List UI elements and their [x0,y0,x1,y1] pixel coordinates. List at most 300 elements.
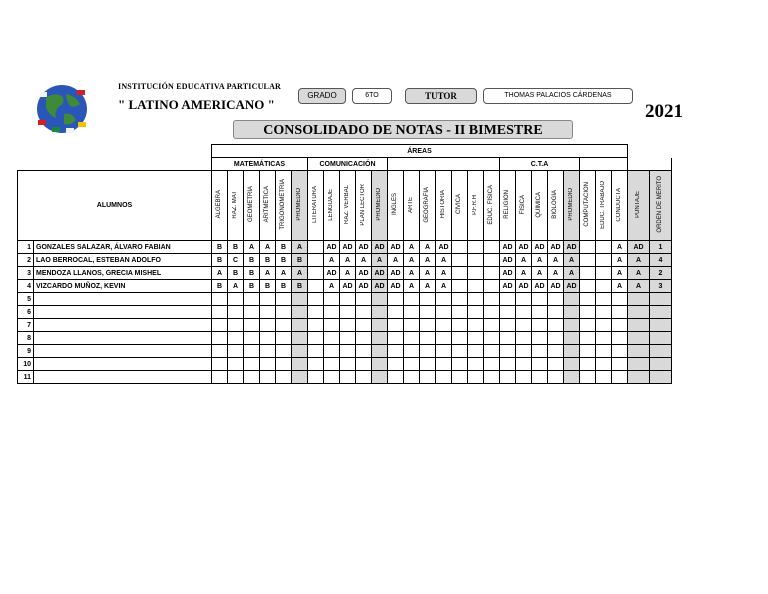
grade-cell [340,345,356,358]
grade-cell [612,319,628,332]
grade-cell [468,358,484,371]
grade-cell: B [212,241,228,254]
grade-cell [468,345,484,358]
grade-cell [340,306,356,319]
grade-cell [228,332,244,345]
subject-header [500,171,516,241]
grade-cell: 1 [650,241,672,254]
grade-cell [340,371,356,384]
grade-cell: AD [516,241,532,254]
row-number: 4 [18,280,34,293]
grade-cell [276,293,292,306]
grade-cell [388,293,404,306]
grade-cell: B [228,241,244,254]
grade-cell [324,358,340,371]
grade-cell [388,306,404,319]
row-number: 9 [18,345,34,358]
grade-cell: B [292,280,308,293]
grades-table [17,144,672,384]
grade-cell [212,371,228,384]
grade-cell: AD [500,241,516,254]
subject-header [468,171,484,241]
row-number: 1 [18,241,34,254]
grade-cell [516,332,532,345]
grade-cell [516,306,532,319]
grade-cell [452,306,468,319]
grade-cell [404,319,420,332]
blank-corner-2 [18,158,212,171]
grade-cell [292,293,308,306]
group-comunicacion: COMUNICACIÓN [308,158,388,171]
grade-cell [436,306,452,319]
blank-right [628,145,672,158]
grade-cell [580,332,596,345]
grade-cell [468,254,484,267]
grade-cell: AD [372,280,388,293]
grade-cell [516,319,532,332]
grade-cell: AD [564,280,580,293]
subject-label: CONDUCTA [616,187,622,222]
year-label: 2021 [645,101,683,122]
subject-header [548,171,564,241]
grade-cell [228,358,244,371]
grade-cell [308,306,324,319]
student-name [34,306,212,319]
grade-cell: AD [548,280,564,293]
grade-cell [436,293,452,306]
grade-cell: 4 [650,254,672,267]
grade-cell [420,332,436,345]
grade-cell [580,306,596,319]
subject-header [388,171,404,241]
grade-cell: AD [532,241,548,254]
grade-cell [340,332,356,345]
subject-label: PUNTAJE [635,191,641,218]
grade-cell [650,358,672,371]
grade-cell [596,293,612,306]
grade-cell [628,306,650,319]
grade-cell [468,306,484,319]
subject-label: RAZ. VERBAL [344,184,350,224]
grade-cell: AD [500,254,516,267]
grade-cell [628,371,650,384]
grade-cell [404,345,420,358]
subject-header [356,171,372,241]
grade-cell [500,358,516,371]
grade-cell [596,371,612,384]
grade-cell: A [564,254,580,267]
grade-cell: A [404,254,420,267]
grade-cell [612,332,628,345]
grade-cell [308,267,324,280]
school-name: " LATINO AMERICANO " [118,97,275,112]
table-row [18,306,672,319]
grade-cell [468,319,484,332]
grade-cell [420,358,436,371]
subject-label: PROMEDIO [568,188,574,221]
grade-cell [340,358,356,371]
grade-cell [260,319,276,332]
row-number: 2 [18,254,34,267]
grade-cell [276,345,292,358]
grade-cell [484,358,500,371]
grade-cell: B [244,254,260,267]
student-name [34,293,212,306]
row-number: 5 [18,293,34,306]
grade-cell: 3 [650,280,672,293]
table-row [18,254,672,267]
grade-cell [548,332,564,345]
grade-cell [612,293,628,306]
grade-cell [548,306,564,319]
grade-cell: AD [372,267,388,280]
grade-cell [244,371,260,384]
subject-label: ARTE [408,196,414,213]
grade-cell: A [404,267,420,280]
subject-header [484,171,500,241]
grade-cell [212,358,228,371]
grade-cell [564,293,580,306]
grade-cell [308,293,324,306]
grade-cell [532,306,548,319]
grade-cell [372,358,388,371]
subject-label: LITERATURA [312,186,318,223]
grade-cell [260,332,276,345]
grade-cell [308,345,324,358]
grade-cell [388,371,404,384]
grade-cell: A [420,280,436,293]
grade-cell [276,371,292,384]
table-row [18,371,672,384]
grade-cell [612,306,628,319]
grade-cell [324,332,340,345]
grade-cell [228,293,244,306]
subject-label: RELIGIÓN [504,190,510,219]
grade-cell [596,254,612,267]
grade-cell [324,345,340,358]
subject-header [564,171,580,241]
subject-header [596,171,612,241]
grade-cell: AD [548,241,564,254]
row-number: 6 [18,306,34,319]
student-name [34,332,212,345]
subject-label: CÍVICA [456,194,462,215]
grade-cell [516,358,532,371]
grade-cell [596,332,612,345]
grade-cell [308,319,324,332]
grade-cell: A [292,267,308,280]
grade-cell [404,293,420,306]
grade-cell [260,345,276,358]
subject-label: INGLÉS [392,193,398,216]
subject-label: QUÍMICA [536,191,542,218]
grade-cell [596,267,612,280]
grade-cell [388,319,404,332]
grade-cell [276,332,292,345]
grade-cell: AD [564,241,580,254]
subject-label: ARITMÉTICA [264,186,270,223]
grade-cell [596,280,612,293]
students-header: ALUMNOS [18,171,212,241]
grade-cell [580,241,596,254]
grade-cell [356,332,372,345]
group-matematicas: MATEMÁTICAS [212,158,308,171]
grade-cell [580,358,596,371]
grade-cell: A [420,241,436,254]
grade-cell [292,345,308,358]
grade-cell [484,254,500,267]
grade-cell [580,319,596,332]
grade-cell [308,254,324,267]
student-name [34,345,212,358]
student-name [34,371,212,384]
grade-cell: AD [388,280,404,293]
grade-cell [628,358,650,371]
grade-cell [260,306,276,319]
subject-label: FÍSICA [520,194,526,215]
grade-cell [580,371,596,384]
grade-cell [596,345,612,358]
group-blank-3 [628,158,672,171]
grade-cell [548,358,564,371]
grade-cell: B [260,280,276,293]
subject-label: HISTORIA [440,190,446,219]
grade-cell: AD [388,267,404,280]
grade-cell: AD [324,241,340,254]
subject-label: PLAN LECTOR [360,183,366,226]
grade-cell: B [212,254,228,267]
blank-corner [18,145,212,158]
student-name: LAO BERROCAL, ESTEBAN ADOLFO [34,254,212,267]
grade-cell [372,306,388,319]
grade-cell [628,332,650,345]
grade-cell [580,254,596,267]
student-name [34,358,212,371]
grade-cell: B [244,280,260,293]
grade-cell: A [532,267,548,280]
table-row [18,267,672,280]
grade-cell: A [404,241,420,254]
grade-cell [228,306,244,319]
grade-cell [500,306,516,319]
grade-cell [356,306,372,319]
row-number: 8 [18,332,34,345]
grade-cell [484,267,500,280]
grade-cell [628,293,650,306]
grade-cell [532,319,548,332]
grade-cell: A [516,254,532,267]
grade-cell [548,293,564,306]
grade-cell [564,371,580,384]
subject-label: BIOLOGÍA [552,190,558,219]
grade-cell [564,332,580,345]
grade-cell: A [612,254,628,267]
table-row [18,345,672,358]
grade-cell [212,319,228,332]
grade-cell: A [324,254,340,267]
subject-label: PROMEDIO [296,188,302,221]
table-row [18,319,672,332]
grade-cell: A [612,267,628,280]
grade-cell [260,371,276,384]
grade-cell [650,332,672,345]
grade-cell [244,306,260,319]
grade-cell: A [244,241,260,254]
grade-cell [452,319,468,332]
grade-cell [276,358,292,371]
subject-label: ORDEN DE MÉRITO [657,176,663,233]
grade-cell [484,332,500,345]
grade-cell [500,345,516,358]
grade-cell: AD [356,267,372,280]
grade-cell: A [276,267,292,280]
grade-cell: A [404,280,420,293]
grade-cell [244,332,260,345]
grade-cell: B [260,254,276,267]
institution-label: INSTITUCIÓN EDUCATIVA PARTICULAR [118,82,282,91]
grade-cell [532,371,548,384]
grade-cell [260,358,276,371]
grade-cell: AD [532,280,548,293]
grade-cell [564,345,580,358]
grade-cell [452,280,468,293]
subject-header [612,171,628,241]
grade-cell [452,371,468,384]
grade-cell [500,332,516,345]
grade-cell [650,319,672,332]
subject-header [436,171,452,241]
group-blank [388,158,500,171]
grade-cell: A [612,280,628,293]
subject-header [212,171,228,241]
grade-cell: 2 [650,267,672,280]
grade-cell [436,358,452,371]
grade-value: 6TO [352,88,392,104]
grade-cell [612,345,628,358]
grade-cell [436,345,452,358]
grade-cell [372,345,388,358]
grade-cell [308,241,324,254]
grade-cell [292,332,308,345]
grade-cell: A [356,254,372,267]
grade-cell: A [532,254,548,267]
grade-cell [212,345,228,358]
grade-cell: B [212,280,228,293]
grade-cell: A [228,280,244,293]
grade-cell [212,332,228,345]
table-row [18,280,672,293]
subject-header [404,171,420,241]
tutor-value: THOMAS PALACIOS CÁRDENAS [483,88,633,104]
grade-cell [548,345,564,358]
grade-cell [650,306,672,319]
row-number: 7 [18,319,34,332]
subject-label: COMPUTACIÓN [584,182,590,227]
subject-label: GEOMETRÍA [248,186,254,223]
grade-cell [356,371,372,384]
grade-cell [372,319,388,332]
grade-cell: C [228,254,244,267]
grade-cell [628,319,650,332]
grade-cell [468,241,484,254]
grade-cell [516,345,532,358]
grade-cell [404,332,420,345]
grade-cell [244,293,260,306]
grade-cell [452,241,468,254]
grade-cell [404,371,420,384]
grade-cell [388,332,404,345]
grade-cell [580,293,596,306]
areas-header: ÁREAS [212,145,628,158]
subject-header [324,171,340,241]
grade-cell [308,358,324,371]
grade-cell [212,293,228,306]
table-row [18,293,672,306]
row-number: 3 [18,267,34,280]
grade-cell: AD [500,267,516,280]
grade-cell [452,293,468,306]
grade-cell: A [612,241,628,254]
grade-cell [372,293,388,306]
grade-cell: A [548,267,564,280]
grade-cell [468,267,484,280]
tutor-label: TUTOR [405,88,477,104]
grade-cell [340,319,356,332]
grade-cell [420,319,436,332]
grade-cell [404,306,420,319]
grade-cell: A [260,267,276,280]
grade-cell [308,332,324,345]
grade-cell [516,293,532,306]
grade-cell [228,319,244,332]
grade-cell [500,371,516,384]
grade-cell: A [436,267,452,280]
grade-cell [612,358,628,371]
grade-cell [452,332,468,345]
subject-header [580,171,596,241]
student-name: MENDOZA LLANOS, GRECIA MISHEL [34,267,212,280]
page-title: CONSOLIDADO DE NOTAS - II BIMESTRE [233,120,573,139]
grade-cell: A [548,254,564,267]
subject-header [532,171,548,241]
grade-cell [612,371,628,384]
subject-label: EDUC. TRABAJO [600,180,606,229]
grade-cell: A [324,280,340,293]
grade-cell: AD [340,241,356,254]
grade-cell: A [260,241,276,254]
grade-cell [532,293,548,306]
grade-cell: B [292,254,308,267]
grade-cell [356,319,372,332]
grade-cell: AD [356,241,372,254]
student-name: VIZCARDO MUÑOZ, KEVIN [34,280,212,293]
grade-cell [452,267,468,280]
subject-header [244,171,260,241]
student-name [34,319,212,332]
grade-cell [564,319,580,332]
grade-cell: A [420,267,436,280]
subject-header [372,171,388,241]
grade-cell: A [340,267,356,280]
grade-cell [452,345,468,358]
subject-header [308,171,324,241]
subject-header [228,171,244,241]
subject-label: EDUC. FÍSICA [488,184,494,225]
grade-cell: A [516,267,532,280]
grade-cell: A [628,267,650,280]
table-row [18,358,672,371]
grade-cell: A [628,280,650,293]
